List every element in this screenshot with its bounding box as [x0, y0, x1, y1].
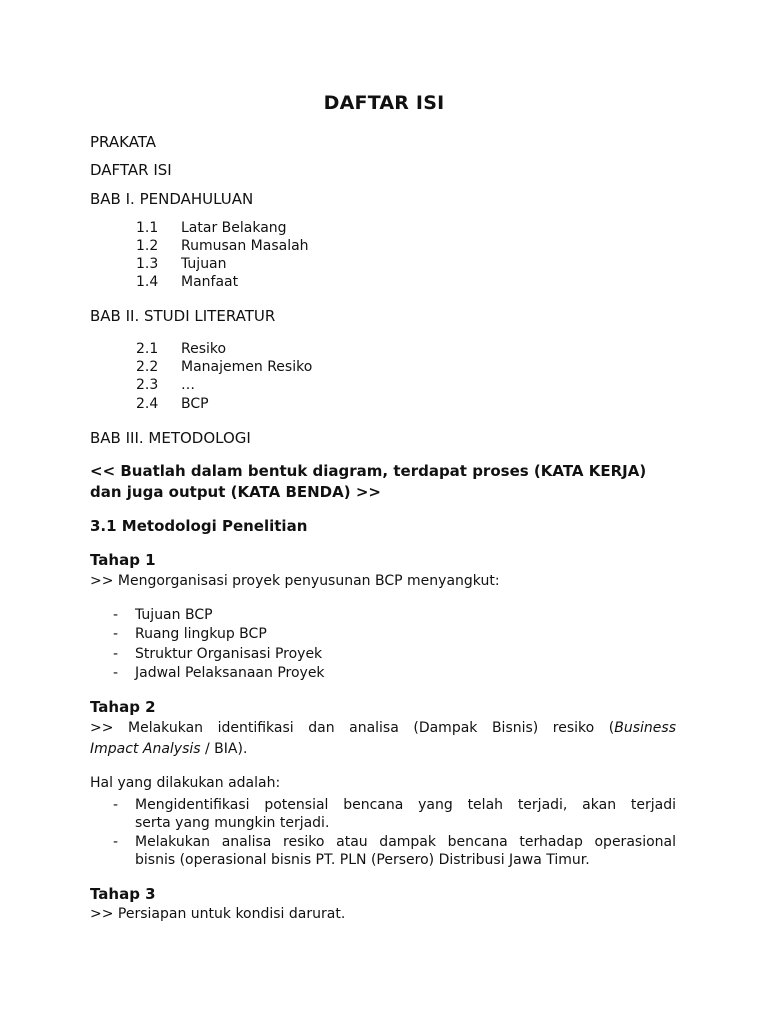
toc-item-number: 1.4	[136, 274, 159, 290]
toc-daftar-isi: DAFTAR ISI	[90, 161, 172, 179]
tahap-3-text: >> Persiapan untuk kondisi darurat.	[90, 906, 346, 922]
instruction-line-1: << Buatlah dalam bentuk diagram, terdapat proses (KATA KERJA)	[90, 462, 647, 480]
bullet-dash: -	[113, 646, 119, 662]
toc-item-number: 1.2	[136, 238, 159, 254]
tahap-1-text: >> Mengorganisasi proyek penyusunan BCP menyangkut:	[90, 573, 500, 589]
toc-item-label: Rumusan Masalah	[181, 238, 309, 254]
bullet-dash: -	[113, 607, 119, 623]
toc-item-number: 2.4	[136, 396, 159, 412]
tahap-1-heading: Tahap 1	[90, 551, 156, 569]
list-item-line: Mengidentifikasi potensial bencana yang telah terjadi, akan terjadi	[135, 797, 676, 813]
list-item-line: Melakukan analisa resiko atau dampak bencana terhadap operasional	[135, 834, 676, 850]
tahap-2-text-italic: Business	[614, 720, 676, 736]
list-item: Tujuan BCP	[135, 607, 213, 623]
tahap-2-text-line-2	[90, 740, 247, 758]
toc-item-label: Resiko	[181, 341, 227, 357]
toc-bab3-title: BAB III. METODOLOGI	[90, 429, 251, 447]
toc-item-number: 2.3	[136, 377, 159, 393]
toc-item-number: 1.1	[136, 220, 159, 236]
section-heading: 3.1 Metodologi Penelitian	[90, 517, 308, 535]
toc-bab1-title: BAB I. PENDAHULUAN	[90, 190, 254, 208]
toc-bab2-title: BAB II. STUDI LITERATUR	[90, 307, 276, 325]
list-item: Jadwal Pelaksanaan Proyek	[135, 665, 325, 681]
tahap-2-text-post: / BIA).	[200, 741, 248, 757]
toc-item-number: 2.2	[136, 359, 159, 375]
tahap-2-heading: Tahap 2	[90, 698, 156, 716]
list-item-line: bisnis (operasional bisnis PT. PLN (Persero) Distribusi Jawa Timur.	[135, 852, 590, 868]
tahap-2-text-italic-2: Impact Analysis	[90, 741, 201, 757]
tahap-2-text-line-1	[90, 719, 676, 737]
page-title: DAFTAR ISI	[323, 92, 445, 114]
toc-item-label: Latar Belakang	[181, 220, 287, 236]
toc-item-number: 1.3	[136, 256, 159, 272]
hal-text: Hal yang dilakukan adalah:	[90, 775, 281, 791]
tahap-2-text-pre: >> Melakukan identifikasi dan analisa (Dampak Bisnis) resiko (	[90, 720, 615, 736]
toc-item-label: BCP	[181, 396, 209, 412]
bullet-dash: -	[113, 797, 119, 813]
toc-item-label: Manfaat	[181, 274, 239, 290]
toc-item-label: Tujuan	[181, 256, 227, 272]
tahap-3-heading: Tahap 3	[90, 885, 156, 903]
list-item: Struktur Organisasi Proyek	[135, 646, 323, 662]
toc-item-label: Manajemen Resiko	[181, 359, 313, 375]
toc-item-number: 2.1	[136, 341, 159, 357]
list-item-line: serta yang mungkin terjadi.	[135, 815, 330, 831]
bullet-dash: -	[113, 626, 119, 642]
toc-item-label: …	[181, 377, 195, 393]
toc-prakata: PRAKATA	[90, 133, 157, 151]
bullet-dash: -	[113, 834, 119, 850]
bullet-dash: -	[113, 665, 119, 681]
instruction-line-2: dan juga output (KATA BENDA) >>	[90, 483, 381, 501]
list-item: Ruang lingkup BCP	[135, 626, 267, 642]
